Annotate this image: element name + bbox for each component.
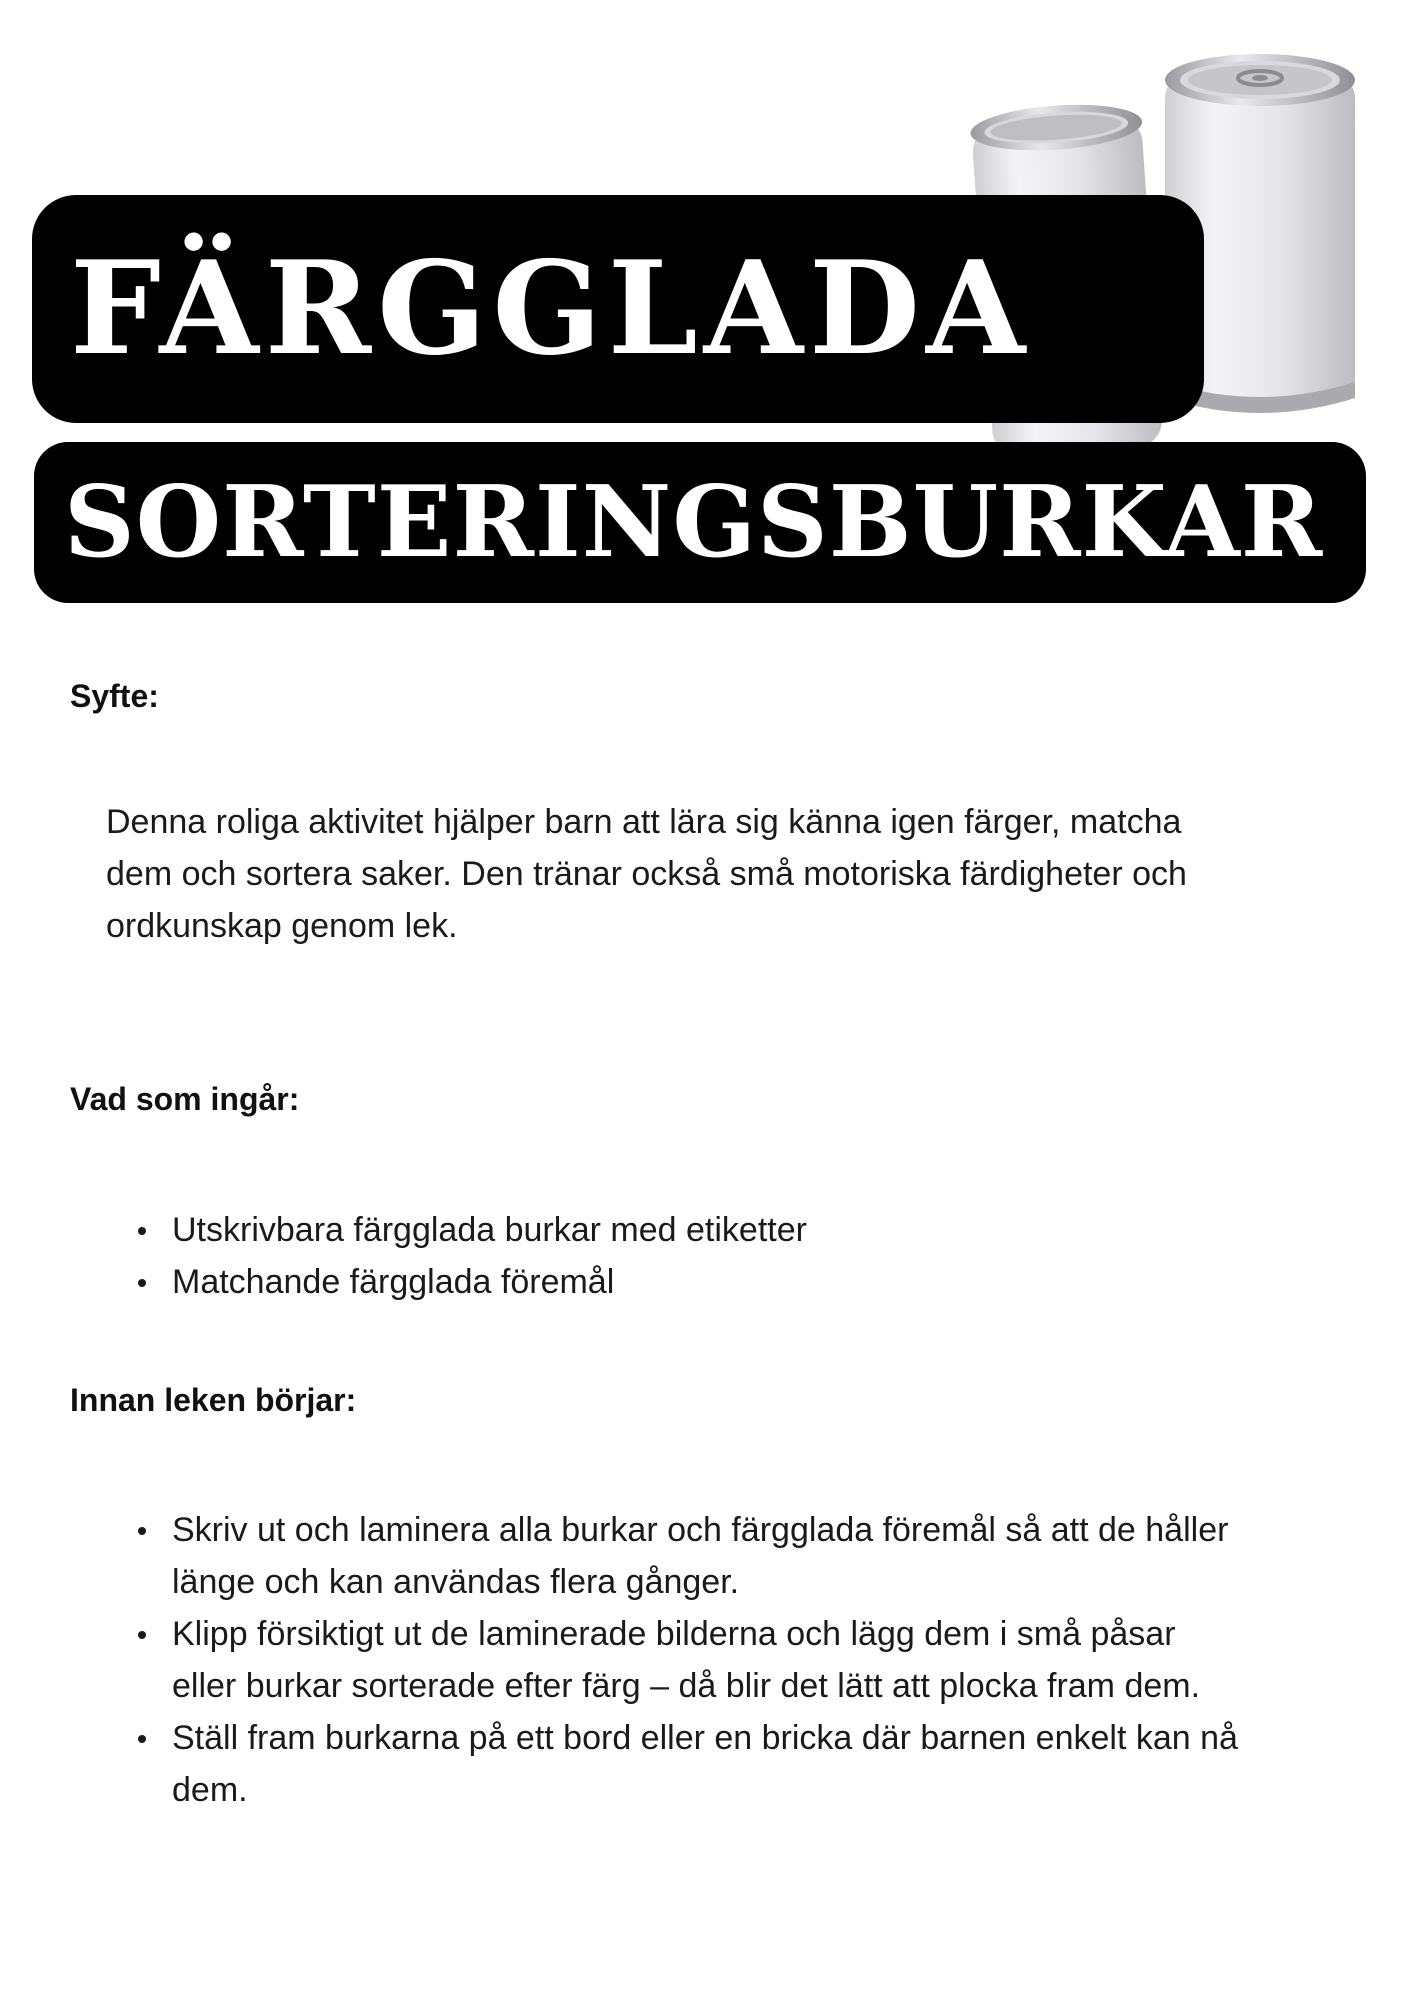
list-item: Utskrivbara färgglada burkar med etiketter — [136, 1204, 1246, 1256]
title-line-1-text: FÄRGGLADA — [70, 234, 1032, 384]
included-list — [136, 1204, 1246, 1308]
before-start-heading: Innan leken börjar: — [70, 1382, 357, 1418]
before-start-list — [136, 1504, 1246, 1816]
title-line-1 — [32, 195, 1204, 423]
title-line-2 — [34, 442, 1366, 603]
list-item: Klipp försiktigt ut de laminerade bilderna och lägg dem i små påsar eller burkar sorterade efter färg – då blir det lätt att plocka fram dem. — [136, 1608, 1246, 1712]
list-item: Ställ fram burkarna på ett bord eller en bricka där barnen enkelt kan nå dem. — [136, 1712, 1246, 1816]
included-heading: Vad som ingår: — [70, 1081, 300, 1117]
list-item: Skriv ut och laminera alla burkar och färgglada föremål så att de håller länge och kan användas flera gånger. — [136, 1504, 1246, 1608]
purpose-heading: Syfte: — [70, 678, 159, 714]
purpose-paragraph: Denna roliga aktivitet hjälper barn att lära sig känna igen färger, matcha dem och sortera saker. Den tränar också små motoriska färdigheter och ordkunskap genom lek. — [106, 803, 1187, 945]
list-item: Matchande färgglada föremål — [136, 1256, 1246, 1308]
title-line-2-text: SORTERINGSBURKAR — [64, 465, 1324, 580]
